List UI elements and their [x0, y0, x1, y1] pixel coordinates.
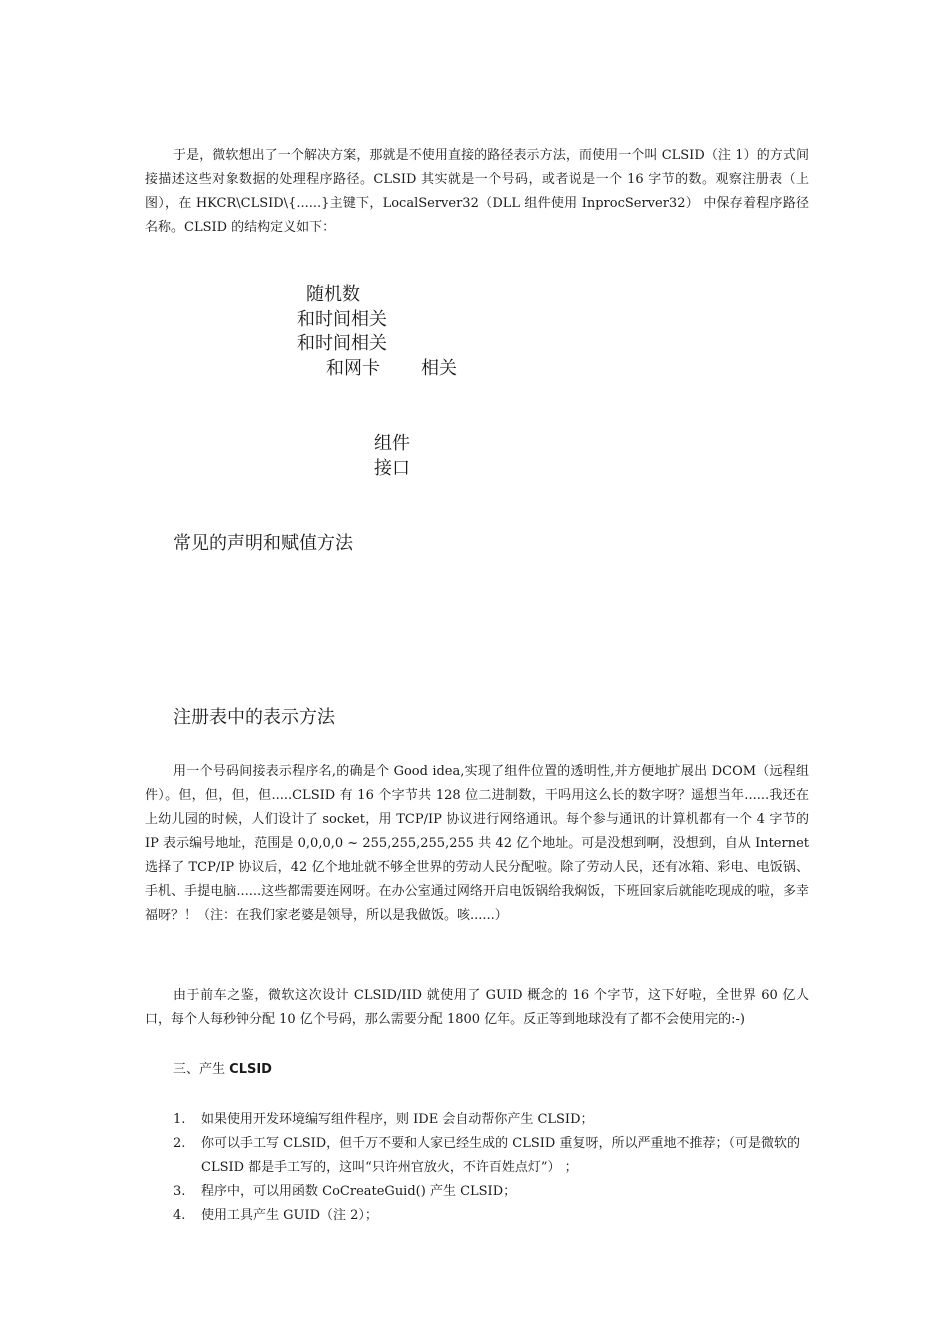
- intro-paragraph: 于是，微软想出了一个解决方案，那就是不使用直接的路径表示方法，而使用一个叫 CLSID（注 1）的方式间接描述这些对象数据的处理程序路径。CLSID 其实就是一个号码，或者说是一个 16 字节的数。观察注册表（上图），在 HKCR\CLSID\{......}主键下，LocalServer32（DLL 组件使用 InprocServer32） 中保存着程序路径名称。CLSID 的结构定义如下：: [145, 148, 809, 235]
- list-item-number: 2.: [173, 1136, 186, 1151]
- list-item: [173, 1108, 809, 1132]
- list-item: [173, 1180, 809, 1204]
- paragraph-good-idea: 用一个号码间接表示程序名,的确是个 Good idea,实现了组件位置的透明性,并方便地扩展出 DCOM（远程组件）。但，但，但，但.....CLSID 有 16 个字节共 128 位二进制数，干吗用这么长的数字呀？遥想当年......我还在上幼儿园的时候，人们设计了 socket，用 TCP/IP 协议进行网络通讯。每个参与通讯的计算机都有一个 4 字节的 IP 表示编号地址，范围是 0,0,0,0 ~ 255,255,255,255 共 42 亿个地址。可是没想到啊，没想到，自从 Internet 选择了 TCP/IP 协议后，42 亿个地址就不够全世界的劳动人民分配啦。除了劳动人民，还有冰箱、彩电、电饭锅、手机、手提电脑......这些都需要连网呀。在办公室通过网络开启电饭锅给我焖饭，下班回家后就能吃现成的啦，多幸福呀？！（注：在我们家老婆是领导，所以是我做饭。咳......）: [145, 764, 809, 923]
- section-title-prefix: 三、产生: [173, 1062, 226, 1077]
- diagram-label-component: 组件: [374, 433, 410, 454]
- list-item-text: 程序中，可以用函数 CoCreateGuid() 产生 CLSID；: [201, 1184, 517, 1199]
- section-title-keyword: CLSID: [229, 1062, 272, 1077]
- list-item-number: 3.: [173, 1184, 186, 1199]
- diagram-label-related: 相关: [421, 358, 457, 379]
- list-item-text: 你可以手工写 CLSID，但千万不要和人家已经生成的 CLSID 重复呀，所以严重地不推荐；（可是微软的 CLSID 都是手工写的，这叫“只许州官放火，不许百姓点灯”） ；: [201, 1136, 800, 1175]
- diagram-label-time-1: 和时间相关: [297, 309, 387, 330]
- list-item-number: 1.: [173, 1112, 186, 1127]
- diagram-label-time-2: 和时间相关: [297, 333, 387, 354]
- diagram-label-interface: 接口: [374, 458, 410, 479]
- paragraph-guid: 由于前车之鉴，微软这次设计 CLSID/IID 就使用了 GUID 概念的 16 个字节，这下好啦，全世界 60 亿人口，每个人每秒钟分配 10 亿个号码，那么需要分配 1800 亿年。反正等到地球没有了都不会使用完的:-): [145, 988, 809, 1027]
- list-item-text: 如果使用开发环境编写组件程序，则 IDE 会自动帮你产生 CLSID；: [201, 1112, 594, 1127]
- heading-registry-representation: 注册表中的表示方法: [173, 707, 335, 728]
- list-item: [173, 1204, 809, 1228]
- list-item: [173, 1132, 809, 1180]
- heading-declaration-methods: 常见的声明和赋值方法: [173, 533, 353, 554]
- list-item-text: 使用工具产生 GUID（注 2）；: [201, 1208, 378, 1223]
- diagram-label-nic: 和网卡: [326, 358, 380, 379]
- diagram-label-random: 随机数: [306, 284, 360, 305]
- section-title-generate-clsid: [173, 1059, 272, 1081]
- clsid-generation-list: [173, 1108, 809, 1228]
- list-item-number: 4.: [173, 1208, 186, 1223]
